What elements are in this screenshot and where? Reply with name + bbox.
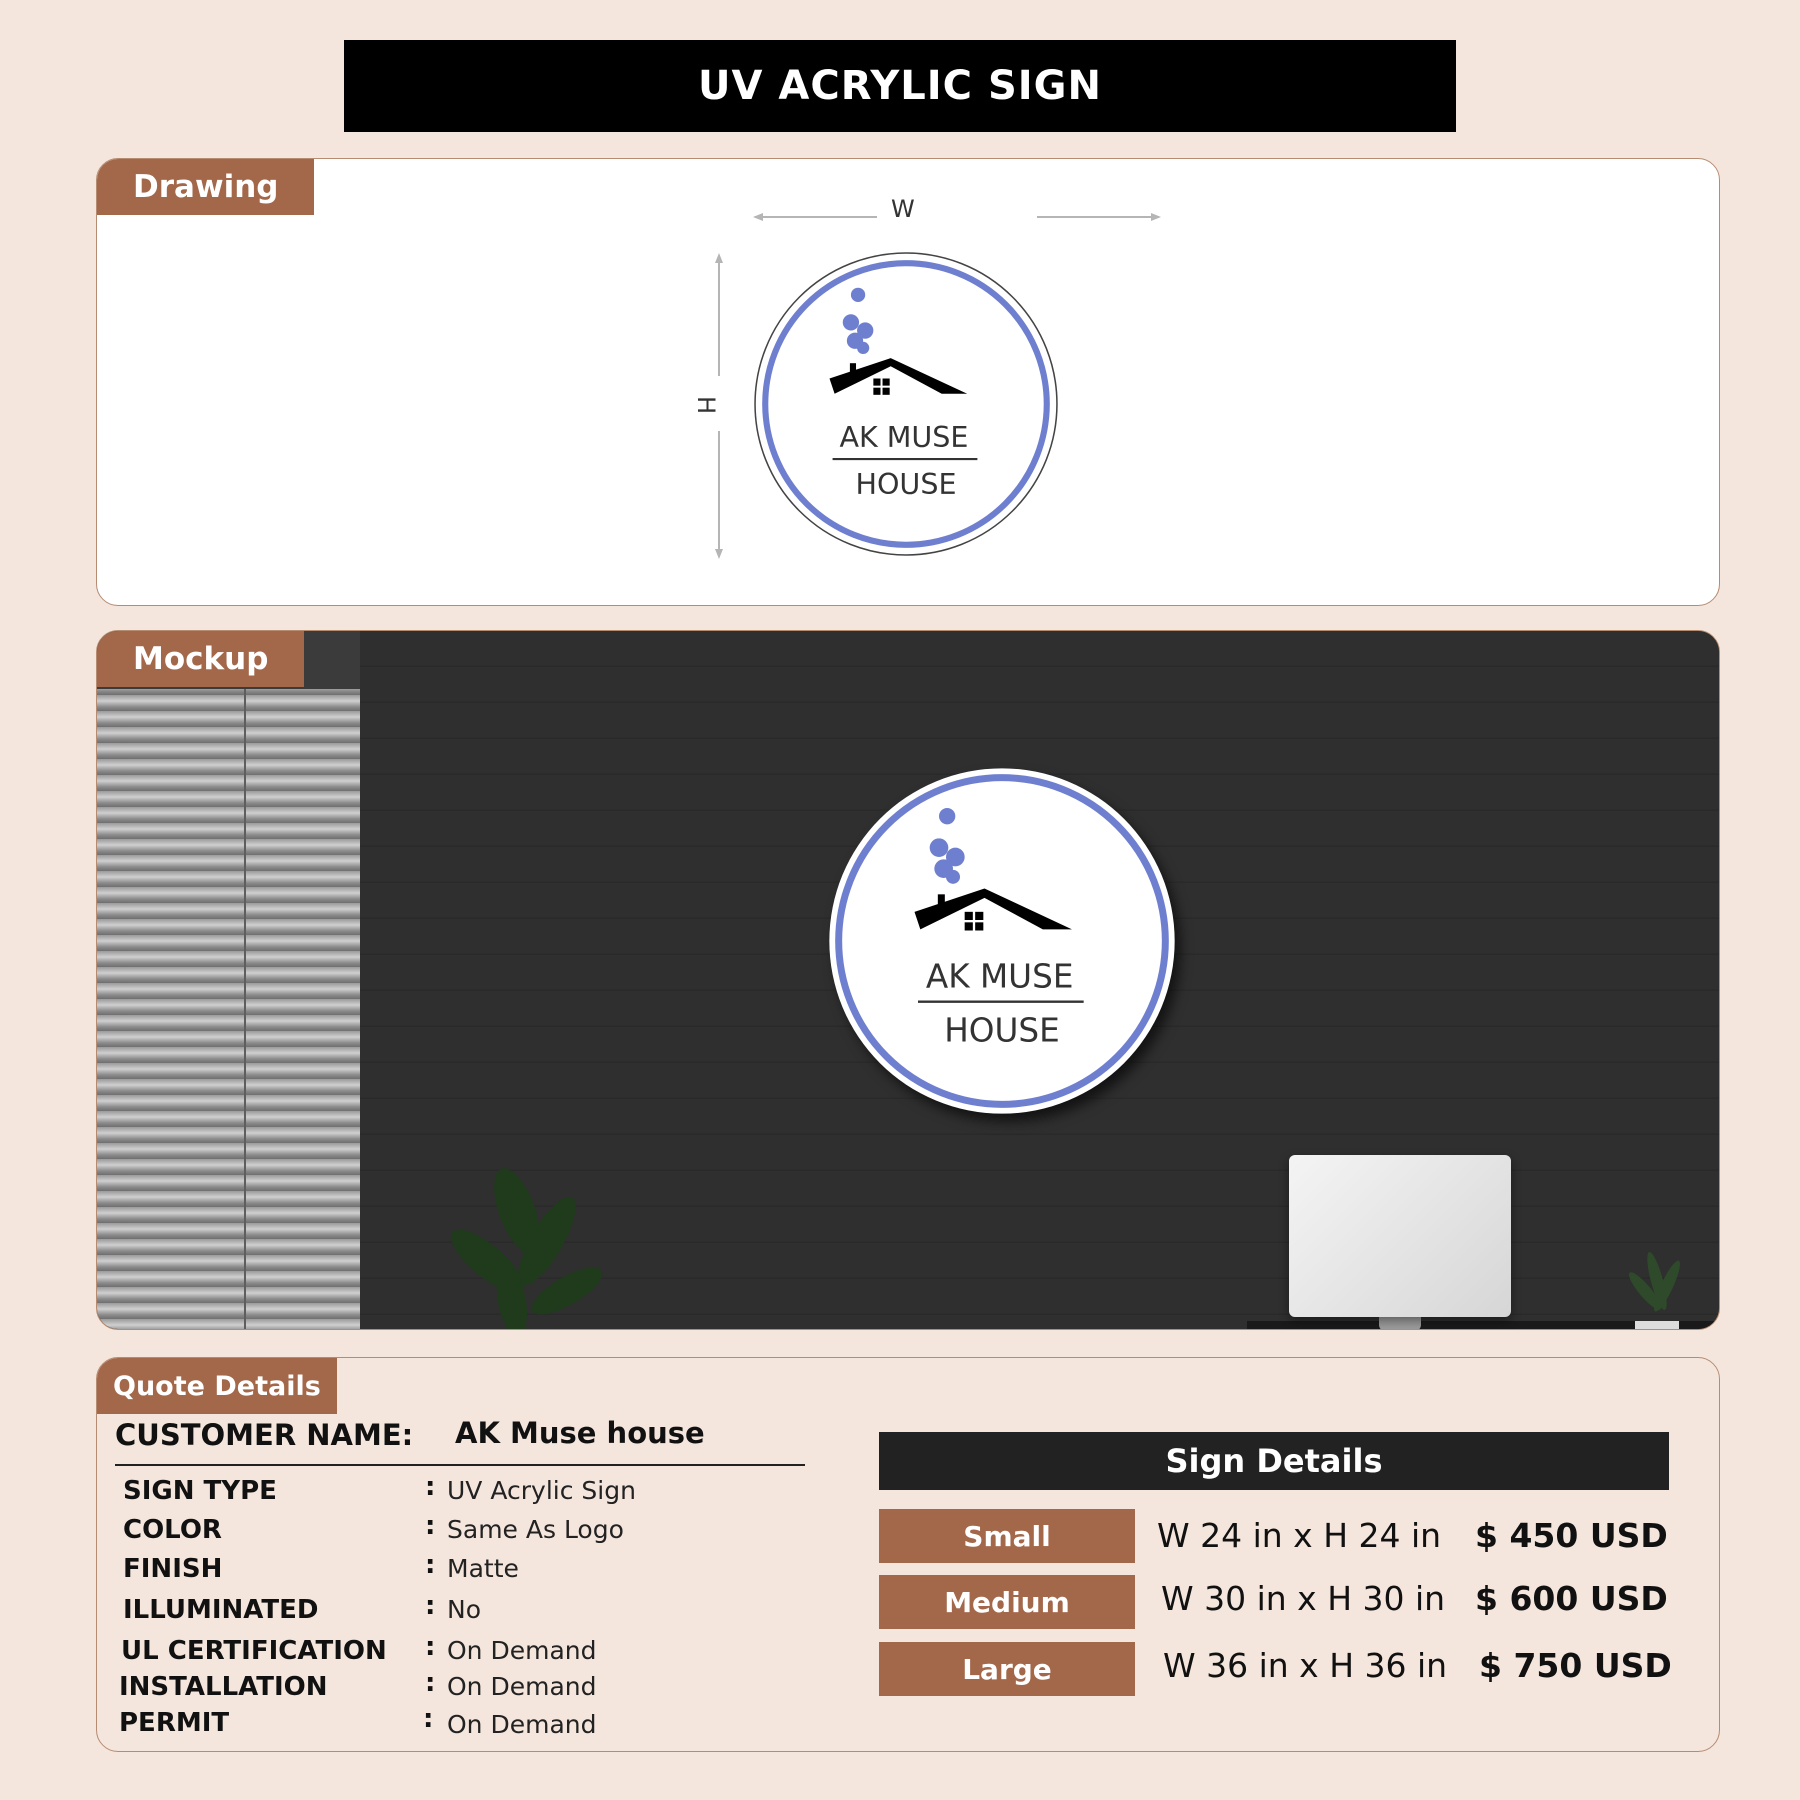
sign-details-header: Sign Details [879,1432,1669,1490]
field-label: COLOR [123,1515,222,1545]
sign-line2: HOUSE [855,466,957,501]
size-small-dims: W 24 in x H 24 in [1157,1516,1442,1555]
field-label: FINISH [123,1554,223,1584]
field-value: UV Acrylic Sign [447,1476,636,1505]
sign-mockup [827,766,1177,1116]
quote-panel: Quote Details CUSTOMER NAME: AK Muse house SIGN TYPE : UV Acrylic Sign COLOR : Same As Logo FINISH : Matte ILLUMINATED : No UL CERTIFICATION : On Demand INSTALLATION : On Demand PERMIT : On Demand Sign Details Small W 24 in x H 24 in $ 450 USD Medium W 30 in x H 30 in $ 600 USD Large W 36 in x H 36 in $ 750 USD [96,1357,1720,1752]
size-medium-dims: W 30 in x H 30 in [1161,1579,1446,1618]
window-blinds [97,631,360,1330]
field-label: INSTALLATION [119,1672,328,1702]
quote-tab: Quote Details [97,1358,337,1414]
plant-icon [417,1151,637,1330]
mockup-panel [96,630,1720,1330]
size-medium-price: $ 600 USD [1475,1579,1668,1618]
field-value: On Demand [447,1636,597,1665]
field-value: On Demand [447,1710,597,1739]
drawing-tab: Drawing [97,159,314,215]
size-large-dims: W 36 in x H 36 in [1163,1646,1448,1685]
mockup-tab: Mockup [97,631,304,687]
sign-line1: AK MUSE [839,419,969,454]
page-title: UV ACRYLIC SIGN [344,40,1456,132]
width-dimension-line [747,207,1167,227]
customer-label: CUSTOMER NAME: [115,1418,414,1452]
field-value: No [447,1595,481,1624]
size-small-tag: Small [879,1509,1135,1563]
height-label: H [692,395,721,415]
sign-line1: AK MUSE [925,957,1074,996]
size-large-price: $ 750 USD [1479,1646,1672,1685]
field-label: UL CERTIFICATION [121,1636,387,1666]
size-medium-tag: Medium [879,1575,1135,1629]
size-small-price: $ 450 USD [1475,1516,1668,1555]
sign-drawing [753,251,1059,557]
sign-line2: HOUSE [944,1011,1060,1050]
field-value: Same As Logo [447,1515,624,1544]
field-value: Matte [447,1554,519,1583]
field-label: SIGN TYPE [123,1476,277,1506]
customer-row [115,1418,805,1466]
size-large-tag: Large [879,1642,1135,1696]
field-value: On Demand [447,1672,597,1701]
customer-value: AK Muse house [455,1416,705,1450]
drawing-panel [96,158,1720,606]
small-plant-icon [1617,1241,1697,1330]
field-label: ILLUMINATED [123,1595,319,1625]
field-label: PERMIT [119,1708,230,1738]
monitor [1289,1155,1511,1317]
width-label: W [891,195,915,223]
